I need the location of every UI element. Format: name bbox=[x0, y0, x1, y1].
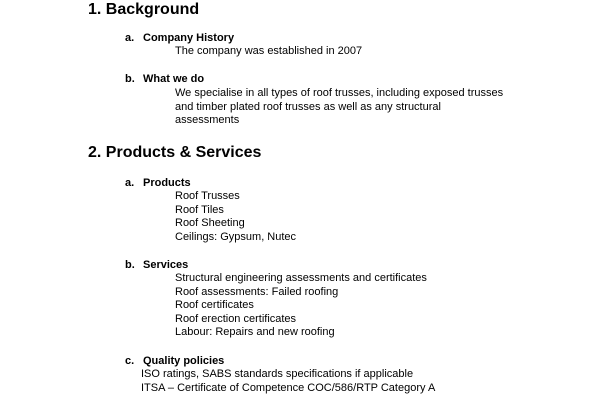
list-item: Roof Trusses bbox=[175, 190, 240, 202]
list-item: Ceilings: Gypsum, Nutec bbox=[175, 230, 297, 243]
subsection-heading-label: Services bbox=[143, 259, 189, 271]
list-item: Roof Tiles bbox=[175, 203, 224, 216]
subsection-letter: b. bbox=[125, 259, 135, 271]
subsection-heading-services bbox=[125, 259, 188, 272]
subsection-letter: b. bbox=[125, 73, 135, 85]
products-list bbox=[175, 190, 296, 244]
list-item: Structural engineering assessments and certificates bbox=[175, 272, 427, 284]
section-title-background: 1. Background bbox=[88, 1, 200, 18]
list-item: Roof certificates bbox=[175, 299, 254, 312]
subsection-heading-label: Company History bbox=[143, 32, 235, 44]
subsection-heading-company-history bbox=[125, 32, 234, 45]
subsection-heading-quality-policies bbox=[125, 355, 224, 368]
list-item: Roof Sheeting bbox=[175, 217, 245, 230]
subsection-letter: a. bbox=[125, 177, 135, 189]
subsection-heading-label: Quality policies bbox=[143, 355, 225, 367]
list-item: Roof assessments: Failed roofing bbox=[175, 285, 339, 298]
quality-policies-list bbox=[141, 368, 435, 395]
subsection-heading-label: Products bbox=[143, 177, 191, 189]
section-title-products-services: 2. Products & Services bbox=[88, 144, 262, 161]
list-item: Labour: Repairs and new roofing bbox=[175, 326, 335, 339]
subsection-letter: a. bbox=[125, 32, 135, 44]
what-we-do-text bbox=[175, 87, 503, 128]
subsection-heading-label: What we do bbox=[143, 73, 205, 85]
subsection-letter: c. bbox=[125, 355, 135, 367]
list-item: We specialise in all types of roof trusses, including exposed trusses bbox=[175, 87, 504, 99]
list-item: assessments bbox=[175, 114, 240, 127]
services-list bbox=[175, 272, 427, 340]
list-item: and timber plated roof trusses as well as any structural bbox=[175, 100, 441, 113]
list-item: ISO ratings, SABS standards specifications if applicable bbox=[141, 368, 414, 380]
subsection-heading-what-we-do bbox=[125, 73, 204, 86]
company-history-text bbox=[175, 45, 362, 59]
list-item: Roof erection certificates bbox=[175, 312, 297, 325]
list-item: ITSA – Certificate of Competence COC/586/RTP Category A bbox=[141, 381, 436, 394]
subsection-heading-products bbox=[125, 177, 191, 190]
list-item: The company was established in 2007 bbox=[175, 45, 363, 57]
